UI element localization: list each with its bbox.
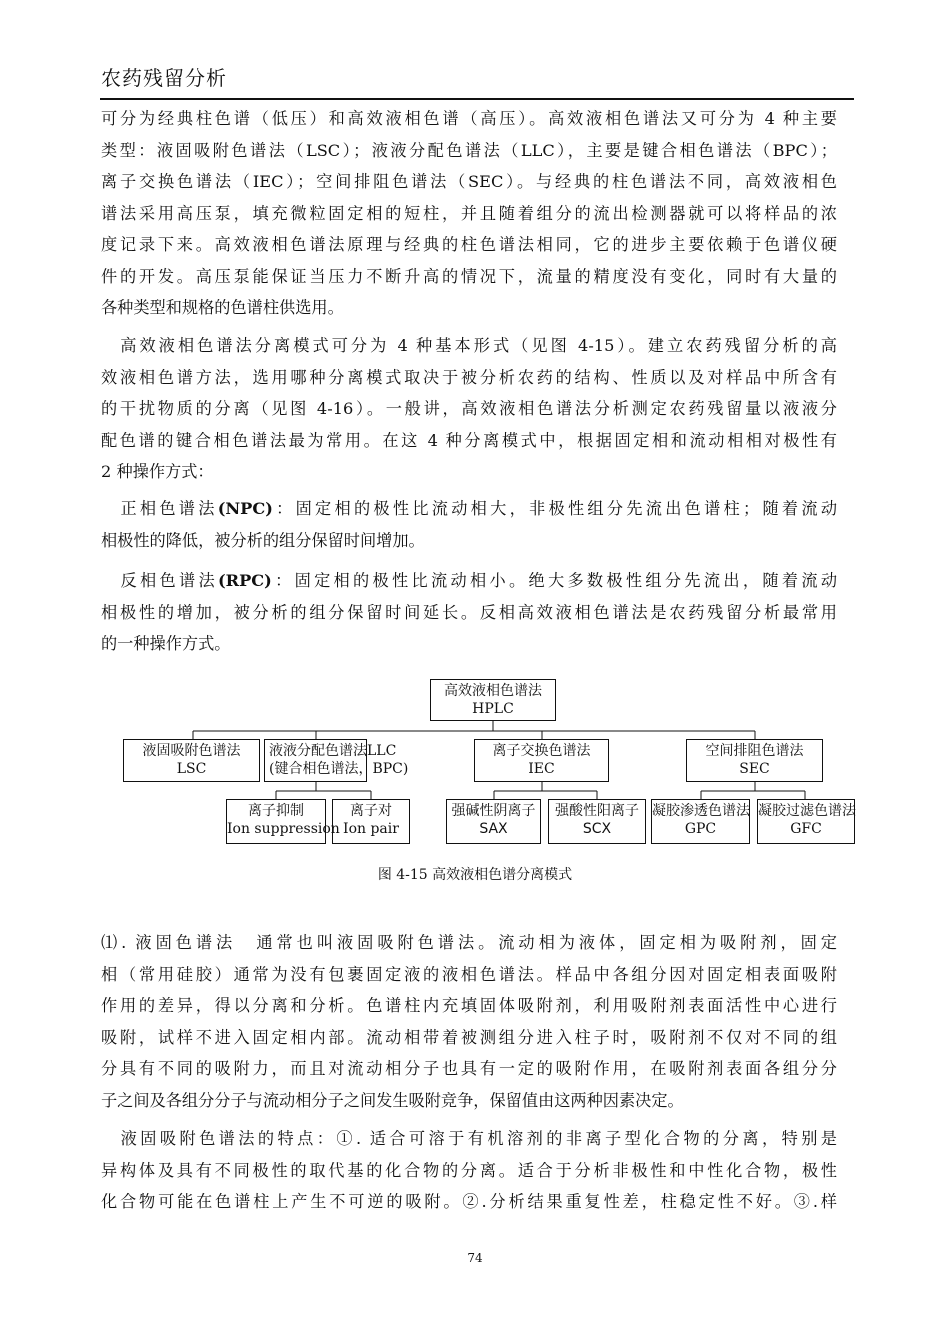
node-label-cn: 空间排阻色谱法 bbox=[705, 743, 804, 759]
text-line: 离子交换色谱法（IEC）；空间排阻色谱法（SEC）。与经典的柱色谱法不同，高效液相色 bbox=[101, 172, 837, 191]
node-label-abbrev: SEC bbox=[739, 761, 770, 777]
node-label-abbrev: GPC bbox=[684, 821, 717, 837]
diagram-node-lsc bbox=[123, 739, 260, 782]
diagram-node-ion-suppression bbox=[226, 799, 340, 844]
text-line: 类型：液固吸附色谱法（LSC）；液液分配色谱法（LLC），主要是键合相色谱法（BPC）； bbox=[101, 140, 837, 160]
node-label-cn: 离子交换色谱法 bbox=[492, 743, 591, 759]
node-label-cn: 液固吸附色谱法 bbox=[142, 743, 241, 759]
diagram-node-scx bbox=[548, 799, 646, 844]
paragraph-lsc-features bbox=[101, 1123, 837, 1218]
diagram-node-iec bbox=[474, 739, 609, 782]
node-label-abbrev: LSC bbox=[176, 761, 207, 777]
diagram-node-llc bbox=[264, 739, 409, 782]
node-label-cn: 强碱性阴离子 bbox=[451, 803, 536, 819]
text-line: 吸附，试样不进入固定相内部。流动相带着被测组分进入柱子时，吸附剂不仅对不同的组 bbox=[101, 1027, 837, 1047]
paragraph-hplc-intro bbox=[101, 103, 837, 324]
diagram-node-gpc bbox=[651, 799, 750, 844]
text-line: 分具有不同的吸附力，而且对流动相分子也具有一定的吸附作用，在吸附剂表面各组分分 bbox=[101, 1059, 837, 1078]
header-rule bbox=[100, 98, 854, 100]
paragraph-liquid-solid bbox=[101, 927, 837, 1116]
node-label-cn: 离子对 bbox=[350, 803, 392, 819]
text-line: 相极性的增加，被分析的组分保留时间延长。反相高效液相色谱法是农药残留分析最常用 bbox=[101, 602, 837, 622]
node-label-cn: 凝胶渗透色谱法 bbox=[652, 803, 750, 819]
text-line: 化合物可能在色谱柱上产生不可逆的吸附。②.分析结果重复性差，柱稳定性不好。③.样 bbox=[101, 1192, 837, 1211]
text-line: 件的开发。高压泵能保证当压力不断升高的情况下，流量的精度没有变化，同时有大量的 bbox=[101, 266, 837, 286]
text-line bbox=[101, 565, 837, 597]
text-line: 的干扰物质的分离（见图 4-16）。一般讲，高效液相色谱法分析测定农药残留量以液液分 bbox=[101, 399, 837, 418]
text-line: 高效液相色谱法分离模式可分为 4 种基本形式（见图 4-15）。建立农药残留分析的高 bbox=[101, 336, 837, 355]
text-line: 配色谱的键合相色谱法最为常用。在这 4 种分离模式中，根据固定相和流动相相对极性有 bbox=[101, 430, 837, 450]
diagram-node-hplc bbox=[430, 679, 556, 721]
node-label-cn: 液液分配色谱法LLC bbox=[269, 743, 397, 759]
text-line: 2 种操作方式： bbox=[101, 462, 214, 481]
diagram-node-gfc bbox=[757, 799, 855, 844]
node-label-abbrev: SCX bbox=[582, 821, 612, 837]
node-label-abbrev: SAX bbox=[479, 821, 508, 837]
term-definition: ：固定相的极性比流动相大，非极性组分先流出色谱柱；随着流动 bbox=[272, 499, 838, 518]
diagram-node-sec bbox=[686, 739, 823, 782]
diagram-node-ion-pair bbox=[332, 799, 410, 844]
term-label: 反相色谱法 bbox=[101, 571, 218, 590]
term-definition: ：固定相的极性比流动相小。绝大多数极性组分先流出，随着流动 bbox=[271, 571, 838, 590]
term-abbrev: (NPC) bbox=[217, 499, 273, 518]
text-line: ⑴. 液固色谱法 通常也叫液固吸附色谱法。流动相为液体，固定相为吸附剂，固定 bbox=[101, 933, 837, 952]
node-label-abbrev: (键合相色谱法，BPC) bbox=[269, 761, 409, 777]
text-line: 异构体及具有不同极性的取代基的化合物的分离。适合于分析非极性和中性化合物，极性 bbox=[101, 1160, 837, 1180]
term-abbrev: (RPC) bbox=[217, 571, 272, 590]
paragraph-normal-phase bbox=[101, 493, 837, 556]
diagram-node-sax bbox=[446, 799, 541, 844]
node-label-cn: 强酸性阳离子 bbox=[555, 803, 639, 819]
text-line: 相极性的降低，被分析的组分保留时间增加。 bbox=[101, 530, 425, 550]
page-number: 74 bbox=[467, 1251, 483, 1265]
node-label-abbrev: GFC bbox=[790, 821, 822, 837]
paragraph-reverse-phase bbox=[101, 565, 837, 660]
text-line: 度记录下来。高效液相色谱法原理与经典的柱色谱法相同，它的进步主要依赖于色谱仪硬 bbox=[101, 235, 837, 254]
node-label-cn: 高效液相色谱法 bbox=[444, 683, 542, 699]
paragraph-separation-modes bbox=[101, 330, 837, 488]
node-label-en: Ion pair bbox=[343, 821, 399, 837]
text-line: 各种类型和规格的色谱柱供选用。 bbox=[101, 298, 344, 317]
text-line bbox=[101, 493, 837, 525]
node-label-en: Ion suppression bbox=[227, 821, 340, 837]
text-line: 的一种操作方式。 bbox=[101, 634, 231, 653]
node-label-cn: 离子抑制 bbox=[248, 803, 304, 819]
figure-caption: 图 4-15 高效液相色谱分离模式 bbox=[377, 867, 573, 883]
text-line: 可分为经典柱色谱（低压）和高效液相色谱（高压）。高效液相色谱法又可分为 4 种主要 bbox=[101, 109, 837, 128]
text-line: 效液相色谱方法，选用哪种分离模式取决于被分析农药的结构、性质以及对样品中所含有 bbox=[101, 367, 837, 387]
node-label-abbrev: IEC bbox=[528, 761, 555, 777]
node-label-abbrev: HPLC bbox=[472, 701, 514, 717]
text-line: 液固吸附色谱法的特点：①. 适合可溶于有机溶剂的非离子型化合物的分离，特别是 bbox=[101, 1129, 837, 1148]
text-line: 作用的差异，得以分离和分析。色谱柱内充填固体吸附剂，利用吸附剂表面活性中心进行 bbox=[101, 996, 837, 1015]
text-line: 相（常用硅胶）通常为没有包裹固定液的液相色谱法。样品中各组分因对固定相表面吸附 bbox=[101, 964, 837, 984]
running-header-title: 农药残留分析 bbox=[101, 66, 227, 90]
term-label: 正相色谱法 bbox=[101, 499, 218, 518]
text-line: 子之间及各组分分子与流动相分子之间发生吸附竞争，保留值由这两种因素决定。 bbox=[101, 1090, 684, 1110]
node-label-cn: 凝胶过滤色谱法 bbox=[758, 803, 856, 819]
text-line: 谱法采用高压泵，填充微粒固定相的短柱，并且随着组分的流出检测器就可以将样品的浓 bbox=[101, 203, 837, 223]
